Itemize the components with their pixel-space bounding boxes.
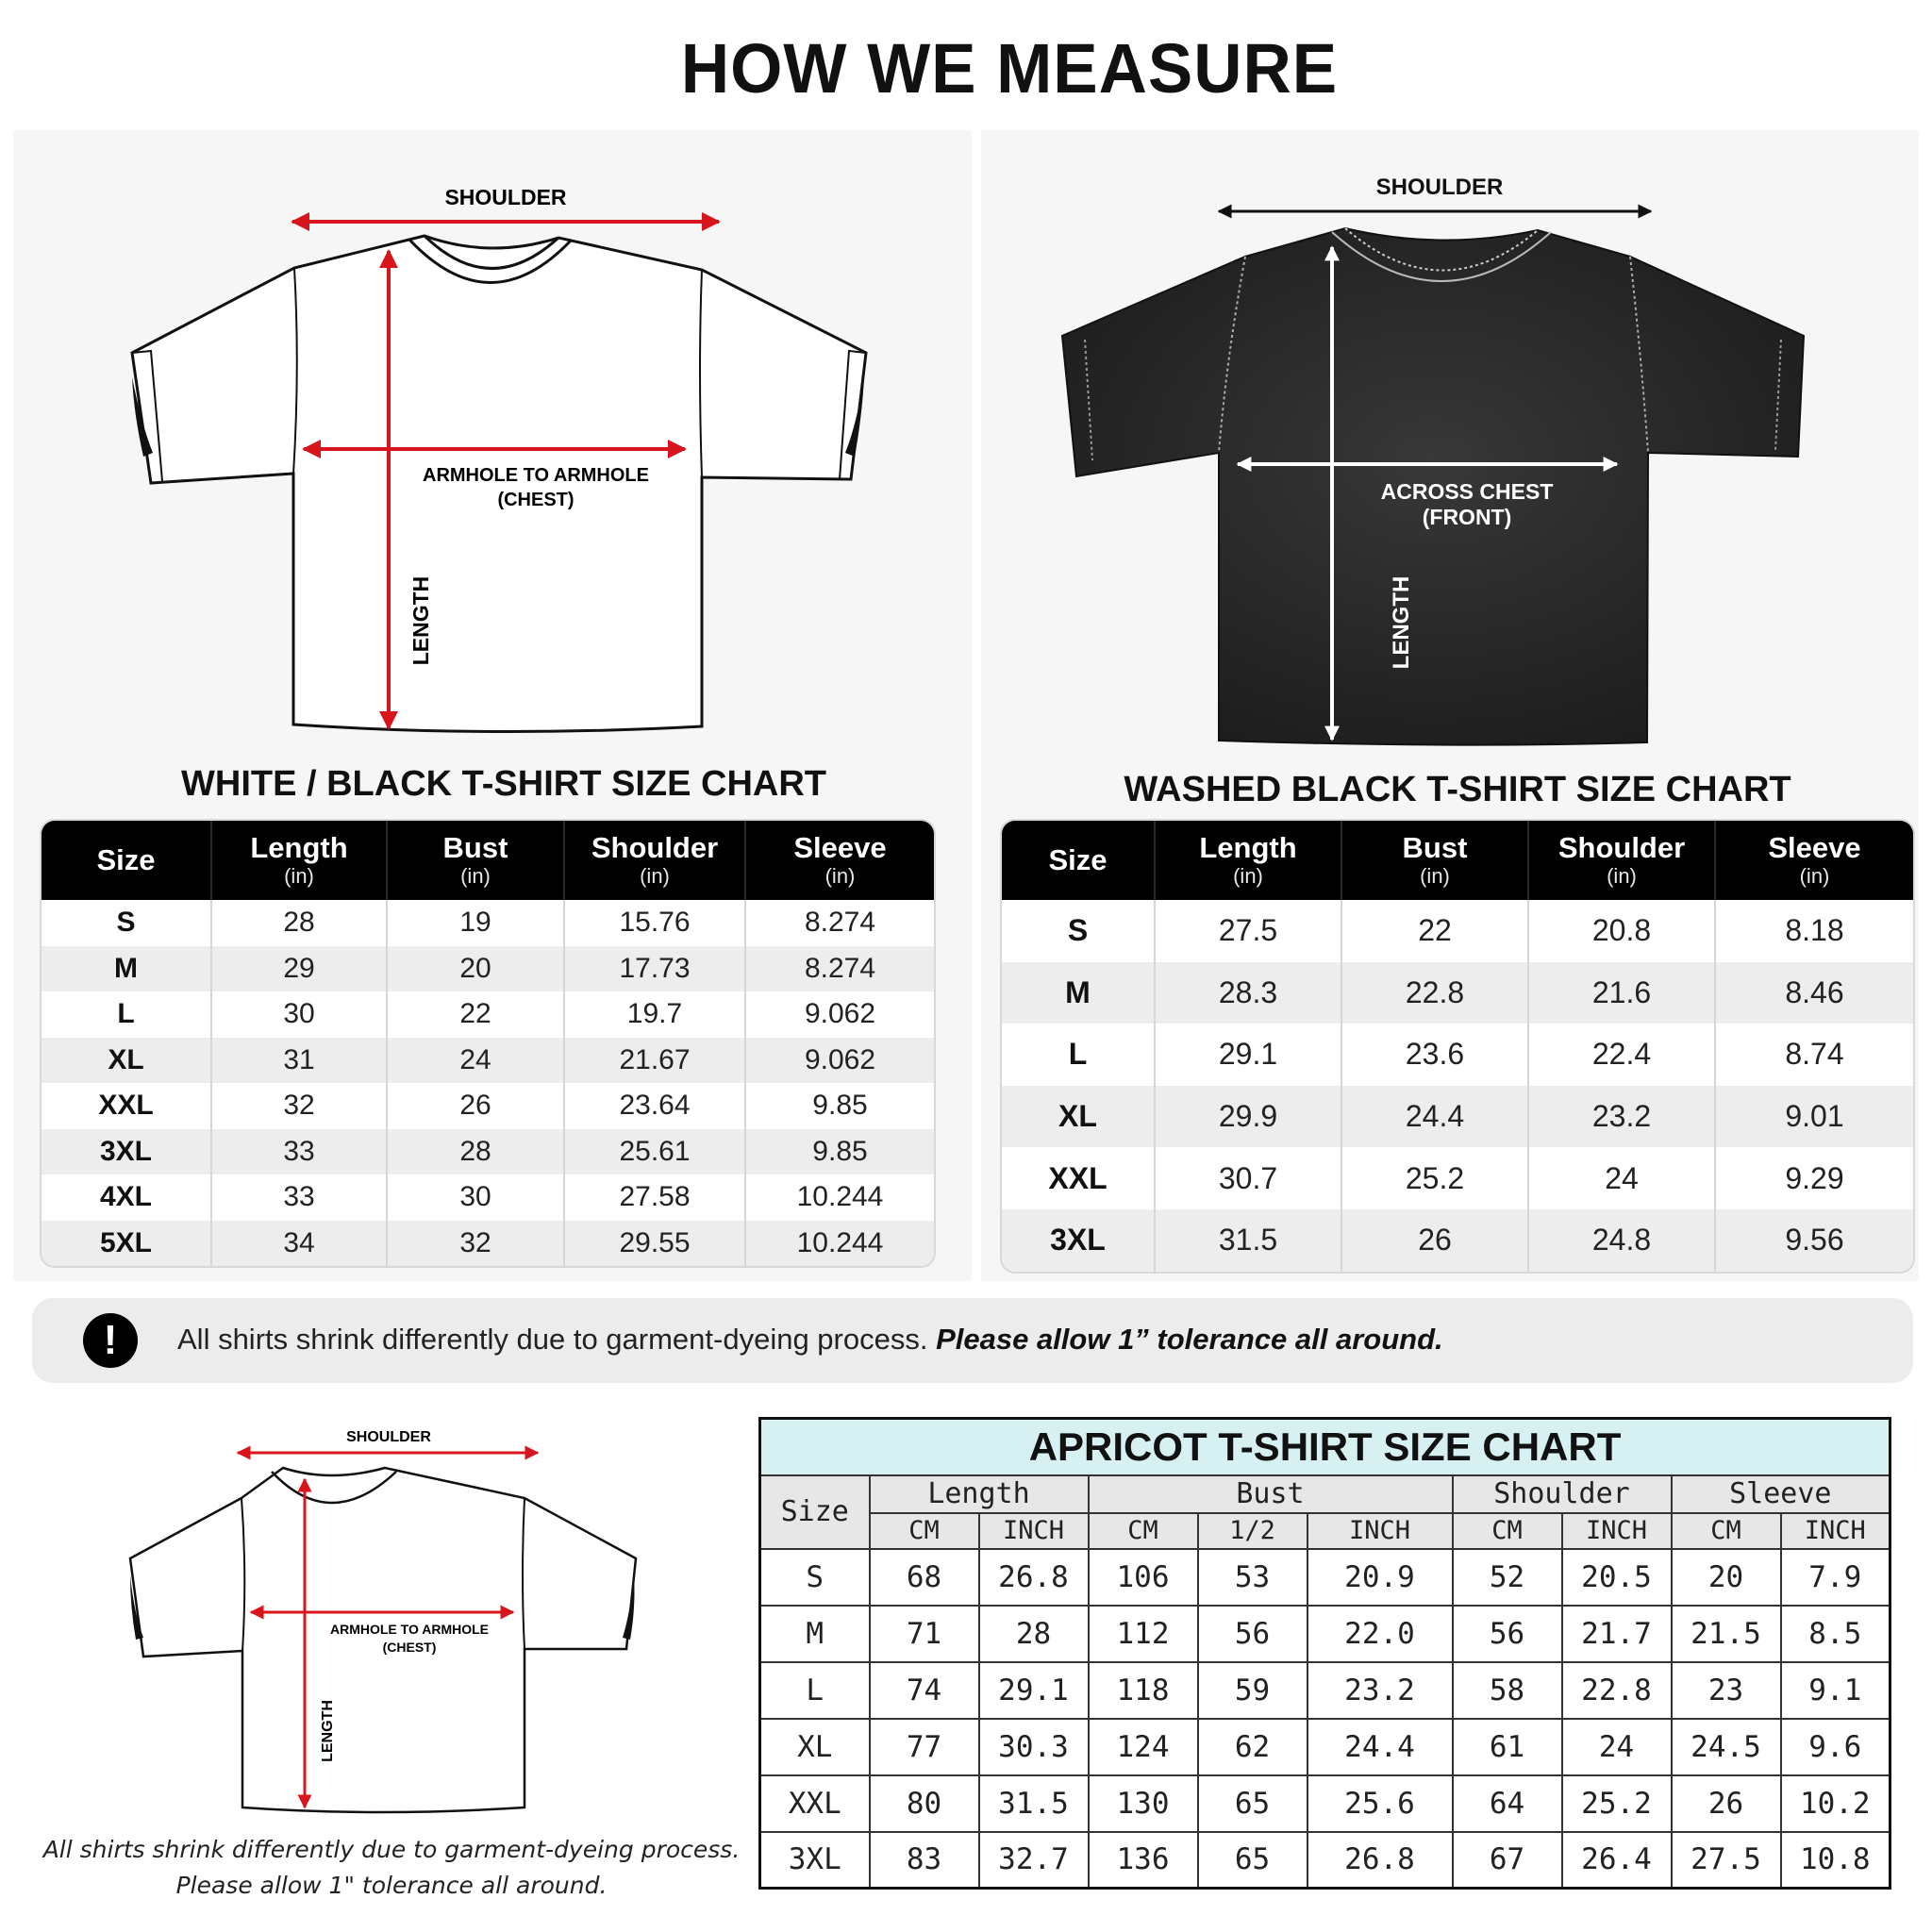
value-cell: 22.0 bbox=[1307, 1606, 1453, 1662]
white-black-size-table bbox=[42, 821, 934, 1266]
column-header-label: Bust bbox=[442, 831, 508, 864]
value-cell: 8.274 bbox=[745, 946, 934, 992]
size-cell: XL bbox=[760, 1719, 870, 1775]
apricot-chart-title: APRICOT T-SHIRT SIZE CHART bbox=[760, 1419, 1890, 1475]
apricot-size-table bbox=[758, 1417, 1891, 1890]
value-cell: 112 bbox=[1089, 1606, 1198, 1662]
value-cell: 24 bbox=[1528, 1147, 1715, 1209]
value-cell: 26 bbox=[1672, 1775, 1781, 1832]
column-header-label: Length bbox=[1199, 831, 1297, 864]
size-cell: M bbox=[760, 1606, 870, 1662]
washed-black-chart-title: WASHED BLACK T-SHIRT SIZE CHART bbox=[1124, 770, 1791, 809]
table-row bbox=[1002, 900, 1913, 962]
value-cell: 59 bbox=[1198, 1662, 1307, 1719]
value-cell: 9.85 bbox=[745, 1129, 934, 1175]
value-cell: 23.6 bbox=[1341, 1024, 1528, 1086]
chest-label-line2: (CHEST) bbox=[382, 1640, 437, 1655]
column-header-label: Bust bbox=[1402, 831, 1468, 864]
length-label-visible: LENGTH bbox=[1389, 575, 1414, 670]
size-cell: L bbox=[760, 1662, 870, 1719]
apricot-unit-header: 1/2 bbox=[1198, 1513, 1307, 1549]
value-cell: 61 bbox=[1453, 1719, 1562, 1775]
value-cell: 9.29 bbox=[1715, 1147, 1913, 1209]
value-cell: 31 bbox=[211, 1038, 387, 1084]
column-header bbox=[745, 821, 934, 900]
value-cell: 26.4 bbox=[1562, 1832, 1672, 1889]
table-row bbox=[760, 1832, 1890, 1889]
value-cell: 29 bbox=[211, 946, 387, 992]
column-header-label: Length bbox=[250, 831, 348, 864]
table-row bbox=[42, 991, 934, 1038]
chest-label-line1: ACROSS CHEST bbox=[1380, 479, 1554, 504]
value-cell: 64 bbox=[1453, 1775, 1562, 1832]
column-header bbox=[1528, 821, 1715, 900]
apricot-group-header: Bust bbox=[1089, 1475, 1453, 1513]
value-cell: 20 bbox=[387, 946, 564, 992]
apricot-unit-header: INCH bbox=[979, 1513, 1089, 1549]
value-cell: 32.7 bbox=[979, 1832, 1089, 1889]
value-cell: 25.6 bbox=[1307, 1775, 1453, 1832]
notice-bar bbox=[32, 1298, 1913, 1383]
washed-shirt-diagram bbox=[981, 0, 1932, 755]
value-cell: 10.2 bbox=[1781, 1775, 1890, 1832]
value-cell: 21.7 bbox=[1562, 1606, 1672, 1662]
value-cell: 17.73 bbox=[564, 946, 745, 992]
column-unit: (in) bbox=[284, 864, 314, 888]
value-cell: 53 bbox=[1198, 1549, 1307, 1606]
value-cell: 28 bbox=[211, 900, 387, 946]
value-cell: 26 bbox=[387, 1083, 564, 1129]
column-unit: (in) bbox=[1607, 864, 1637, 888]
value-cell: 24 bbox=[1562, 1719, 1672, 1775]
column-header-label: Size bbox=[96, 843, 156, 876]
bottom-tolerance-note bbox=[28, 1832, 755, 1904]
value-cell: 20.9 bbox=[1307, 1549, 1453, 1606]
table-row bbox=[42, 1083, 934, 1129]
value-cell: 26.8 bbox=[979, 1549, 1089, 1606]
apricot-group-header: Sleeve bbox=[1672, 1475, 1890, 1513]
apricot-unit-header: INCH bbox=[1307, 1513, 1453, 1549]
size-cell: XXL bbox=[760, 1775, 870, 1832]
value-cell: 28 bbox=[979, 1606, 1089, 1662]
value-cell: 24.5 bbox=[1672, 1719, 1781, 1775]
apricot-size-header: Size bbox=[760, 1475, 870, 1549]
column-header bbox=[1002, 821, 1155, 900]
value-cell: 34 bbox=[211, 1221, 387, 1267]
size-cell: 3XL bbox=[1002, 1209, 1155, 1272]
value-cell: 30 bbox=[387, 1174, 564, 1221]
column-header bbox=[1715, 821, 1913, 900]
value-cell: 33 bbox=[211, 1129, 387, 1175]
value-cell: 20.8 bbox=[1528, 900, 1715, 962]
value-cell: 26.8 bbox=[1307, 1832, 1453, 1889]
column-header-label: Shoulder bbox=[591, 831, 719, 864]
column-header-label: Shoulder bbox=[1557, 831, 1686, 864]
notice-message: All shirts shrink differently due to garment-dyeing process. bbox=[177, 1323, 937, 1356]
value-cell: 9.1 bbox=[1781, 1662, 1890, 1719]
chest-label-line1: ARMHOLE TO ARMHOLE bbox=[423, 465, 649, 486]
value-cell: 25.61 bbox=[564, 1129, 745, 1175]
value-cell: 9.6 bbox=[1781, 1719, 1890, 1775]
value-cell: 28 bbox=[387, 1129, 564, 1175]
value-cell: 67 bbox=[1453, 1832, 1562, 1889]
value-cell: 65 bbox=[1198, 1775, 1307, 1832]
value-cell: 31.5 bbox=[1155, 1209, 1341, 1272]
value-cell: 9.062 bbox=[745, 1038, 934, 1084]
small-shirt-diagram bbox=[0, 1396, 755, 1830]
column-header-label: Sleeve bbox=[793, 831, 887, 864]
apricot-group-header: Length bbox=[870, 1475, 1089, 1513]
value-cell: 24.4 bbox=[1307, 1719, 1453, 1775]
size-cell: XXL bbox=[98, 1090, 154, 1122]
value-cell: 28.3 bbox=[1155, 962, 1341, 1024]
value-cell: 58 bbox=[1453, 1662, 1562, 1719]
value-cell: 20 bbox=[1672, 1549, 1781, 1606]
table-row bbox=[42, 1038, 934, 1084]
table-row bbox=[760, 1662, 1890, 1719]
column-header bbox=[1341, 821, 1528, 900]
page-title: HOW WE MEASURE bbox=[680, 29, 1339, 108]
shoulder-label: SHOULDER bbox=[1375, 175, 1504, 200]
value-cell: 7.9 bbox=[1781, 1549, 1890, 1606]
bottom-note-line2: Please allow 1" tolerance all around. bbox=[175, 1872, 608, 1899]
value-cell: 23.64 bbox=[564, 1083, 745, 1129]
white-shirt-diagram bbox=[0, 0, 981, 755]
value-cell: 22.8 bbox=[1341, 962, 1528, 1024]
size-cell: XL bbox=[1002, 1086, 1155, 1148]
length-label: LENGTH bbox=[320, 1700, 336, 1762]
value-cell: 30.3 bbox=[979, 1719, 1089, 1775]
column-unit: (in) bbox=[1420, 864, 1450, 888]
column-unit: (in) bbox=[1799, 864, 1830, 888]
column-header bbox=[564, 821, 745, 900]
table-row bbox=[42, 900, 934, 946]
column-header bbox=[42, 821, 211, 900]
value-cell: 9.062 bbox=[745, 991, 934, 1038]
notice-text bbox=[177, 1323, 1443, 1357]
table-row bbox=[1002, 962, 1913, 1024]
value-cell: 9.01 bbox=[1715, 1086, 1913, 1148]
value-cell: 23 bbox=[1672, 1662, 1781, 1719]
value-cell: 62 bbox=[1198, 1719, 1307, 1775]
apricot-unit-header: INCH bbox=[1562, 1513, 1672, 1549]
value-cell: 26 bbox=[1341, 1209, 1528, 1272]
size-cell: 3XL bbox=[760, 1832, 870, 1889]
value-cell: 56 bbox=[1198, 1606, 1307, 1662]
exclamation-icon: ! bbox=[83, 1313, 138, 1368]
column-header bbox=[211, 821, 387, 900]
value-cell: 20.5 bbox=[1562, 1549, 1672, 1606]
table-row bbox=[760, 1549, 1890, 1606]
value-cell: 23.2 bbox=[1307, 1662, 1453, 1719]
table-row bbox=[760, 1775, 1890, 1832]
value-cell: 27.5 bbox=[1672, 1832, 1781, 1889]
size-cell: S bbox=[116, 907, 136, 939]
size-cell: M bbox=[1002, 962, 1155, 1024]
value-cell: 32 bbox=[211, 1083, 387, 1129]
value-cell: 10.244 bbox=[745, 1174, 934, 1221]
value-cell: 30 bbox=[211, 991, 387, 1038]
value-cell: 31.5 bbox=[979, 1775, 1089, 1832]
table-row bbox=[1002, 1209, 1913, 1272]
value-cell: 24 bbox=[387, 1038, 564, 1084]
value-cell: 25.2 bbox=[1562, 1775, 1672, 1832]
size-cell: XL bbox=[42, 1038, 211, 1084]
value-cell: 21.5 bbox=[1672, 1606, 1781, 1662]
table-row bbox=[760, 1606, 1890, 1662]
table-row bbox=[42, 946, 934, 992]
size-cell: 3XL bbox=[42, 1129, 211, 1175]
column-unit: (in) bbox=[1233, 864, 1263, 888]
value-cell: 65 bbox=[1198, 1832, 1307, 1889]
table-row bbox=[42, 1174, 934, 1221]
table-row bbox=[42, 1129, 934, 1175]
table-row bbox=[760, 1719, 1890, 1775]
value-cell: 9.85 bbox=[745, 1083, 934, 1129]
value-cell: 21.67 bbox=[564, 1038, 745, 1084]
apricot-unit-header: CM bbox=[870, 1513, 979, 1549]
value-cell: 25.2 bbox=[1341, 1147, 1528, 1209]
value-cell: 8.274 bbox=[745, 900, 934, 946]
chest-label-line2: (CHEST) bbox=[497, 490, 575, 510]
value-cell: 68 bbox=[870, 1549, 979, 1606]
value-cell: 27.5 bbox=[1155, 900, 1341, 962]
size-cell: L bbox=[117, 998, 135, 1030]
value-cell: 52 bbox=[1453, 1549, 1562, 1606]
shoulder-label: SHOULDER bbox=[444, 185, 567, 209]
size-cell: XXL bbox=[1048, 1160, 1108, 1195]
value-cell: 21.6 bbox=[1528, 962, 1715, 1024]
column-unit: (in) bbox=[824, 864, 856, 888]
apricot-unit-header: CM bbox=[1089, 1513, 1198, 1549]
value-cell: 80 bbox=[870, 1775, 979, 1832]
value-cell: 8.46 bbox=[1715, 962, 1913, 1024]
value-cell: 10.244 bbox=[745, 1221, 934, 1267]
value-cell: 15.76 bbox=[564, 900, 745, 946]
column-header-label: Sleeve bbox=[1768, 831, 1861, 864]
value-cell: 74 bbox=[870, 1662, 979, 1719]
value-cell: 10.8 bbox=[1781, 1832, 1890, 1889]
value-cell: 8.74 bbox=[1715, 1024, 1913, 1086]
size-cell: 4XL bbox=[99, 1181, 153, 1213]
value-cell: 30.7 bbox=[1155, 1147, 1341, 1209]
shoulder-label: SHOULDER bbox=[346, 1429, 431, 1445]
column-unit: (in) bbox=[460, 864, 491, 888]
value-cell: 24.4 bbox=[1341, 1086, 1528, 1148]
bottom-note-line1: All shirts shrink differently due to garment-dyeing process. bbox=[42, 1836, 741, 1863]
value-cell: 33 bbox=[211, 1174, 387, 1221]
column-header-label: Size bbox=[1048, 843, 1108, 876]
length-label: LENGTH bbox=[408, 575, 433, 666]
value-cell: 77 bbox=[870, 1719, 979, 1775]
table-row bbox=[1002, 1024, 1913, 1086]
value-cell: 8.18 bbox=[1715, 900, 1913, 962]
value-cell: 24.8 bbox=[1528, 1209, 1715, 1272]
value-cell: 136 bbox=[1089, 1832, 1198, 1889]
value-cell: 23.2 bbox=[1528, 1086, 1715, 1148]
washed-black-size-table bbox=[1002, 821, 1913, 1272]
size-cell: S bbox=[760, 1549, 870, 1606]
value-cell: 56 bbox=[1453, 1606, 1562, 1662]
column-unit: (in) bbox=[640, 864, 670, 888]
value-cell: 32 bbox=[387, 1221, 564, 1267]
value-cell: 22.8 bbox=[1562, 1662, 1672, 1719]
value-cell: 22 bbox=[387, 991, 564, 1038]
size-cell: S bbox=[1067, 913, 1089, 948]
size-cell: 5XL bbox=[42, 1221, 211, 1267]
value-cell: 124 bbox=[1089, 1719, 1198, 1775]
value-cell: 19.7 bbox=[564, 991, 745, 1038]
value-cell: 106 bbox=[1089, 1549, 1198, 1606]
value-cell: 9.56 bbox=[1715, 1209, 1913, 1272]
column-header bbox=[1155, 821, 1341, 900]
value-cell: 29.1 bbox=[979, 1662, 1089, 1719]
apricot-unit-header: CM bbox=[1453, 1513, 1562, 1549]
value-cell: 19 bbox=[387, 900, 564, 946]
value-cell: 130 bbox=[1089, 1775, 1198, 1832]
value-cell: 71 bbox=[870, 1606, 979, 1662]
table-row bbox=[1002, 1147, 1913, 1209]
value-cell: 29.9 bbox=[1155, 1086, 1341, 1148]
table-row bbox=[42, 1221, 934, 1267]
value-cell: 83 bbox=[870, 1832, 979, 1889]
value-cell: 118 bbox=[1089, 1662, 1198, 1719]
apricot-unit-header: INCH bbox=[1781, 1513, 1890, 1549]
value-cell: 27.58 bbox=[564, 1174, 745, 1221]
size-cell: L bbox=[1068, 1037, 1088, 1072]
apricot-unit-header: CM bbox=[1672, 1513, 1781, 1549]
chest-label-line1: ARMHOLE TO ARMHOLE bbox=[330, 1622, 489, 1637]
notice-emphasis: Please allow 1” tolerance all around. bbox=[936, 1323, 1443, 1356]
table-row bbox=[1002, 1086, 1913, 1148]
white-black-chart-title: WHITE / BLACK T-SHIRT SIZE CHART bbox=[181, 764, 826, 804]
value-cell: 22 bbox=[1341, 900, 1528, 962]
chest-label-line2: (FRONT) bbox=[1422, 505, 1512, 529]
size-cell: M bbox=[42, 946, 211, 992]
apricot-group-header: Shoulder bbox=[1453, 1475, 1672, 1513]
value-cell: 8.5 bbox=[1781, 1606, 1890, 1662]
value-cell: 29.1 bbox=[1155, 1024, 1341, 1086]
value-cell: 29.55 bbox=[564, 1221, 745, 1267]
value-cell: 22.4 bbox=[1528, 1024, 1715, 1086]
column-header bbox=[387, 821, 564, 900]
